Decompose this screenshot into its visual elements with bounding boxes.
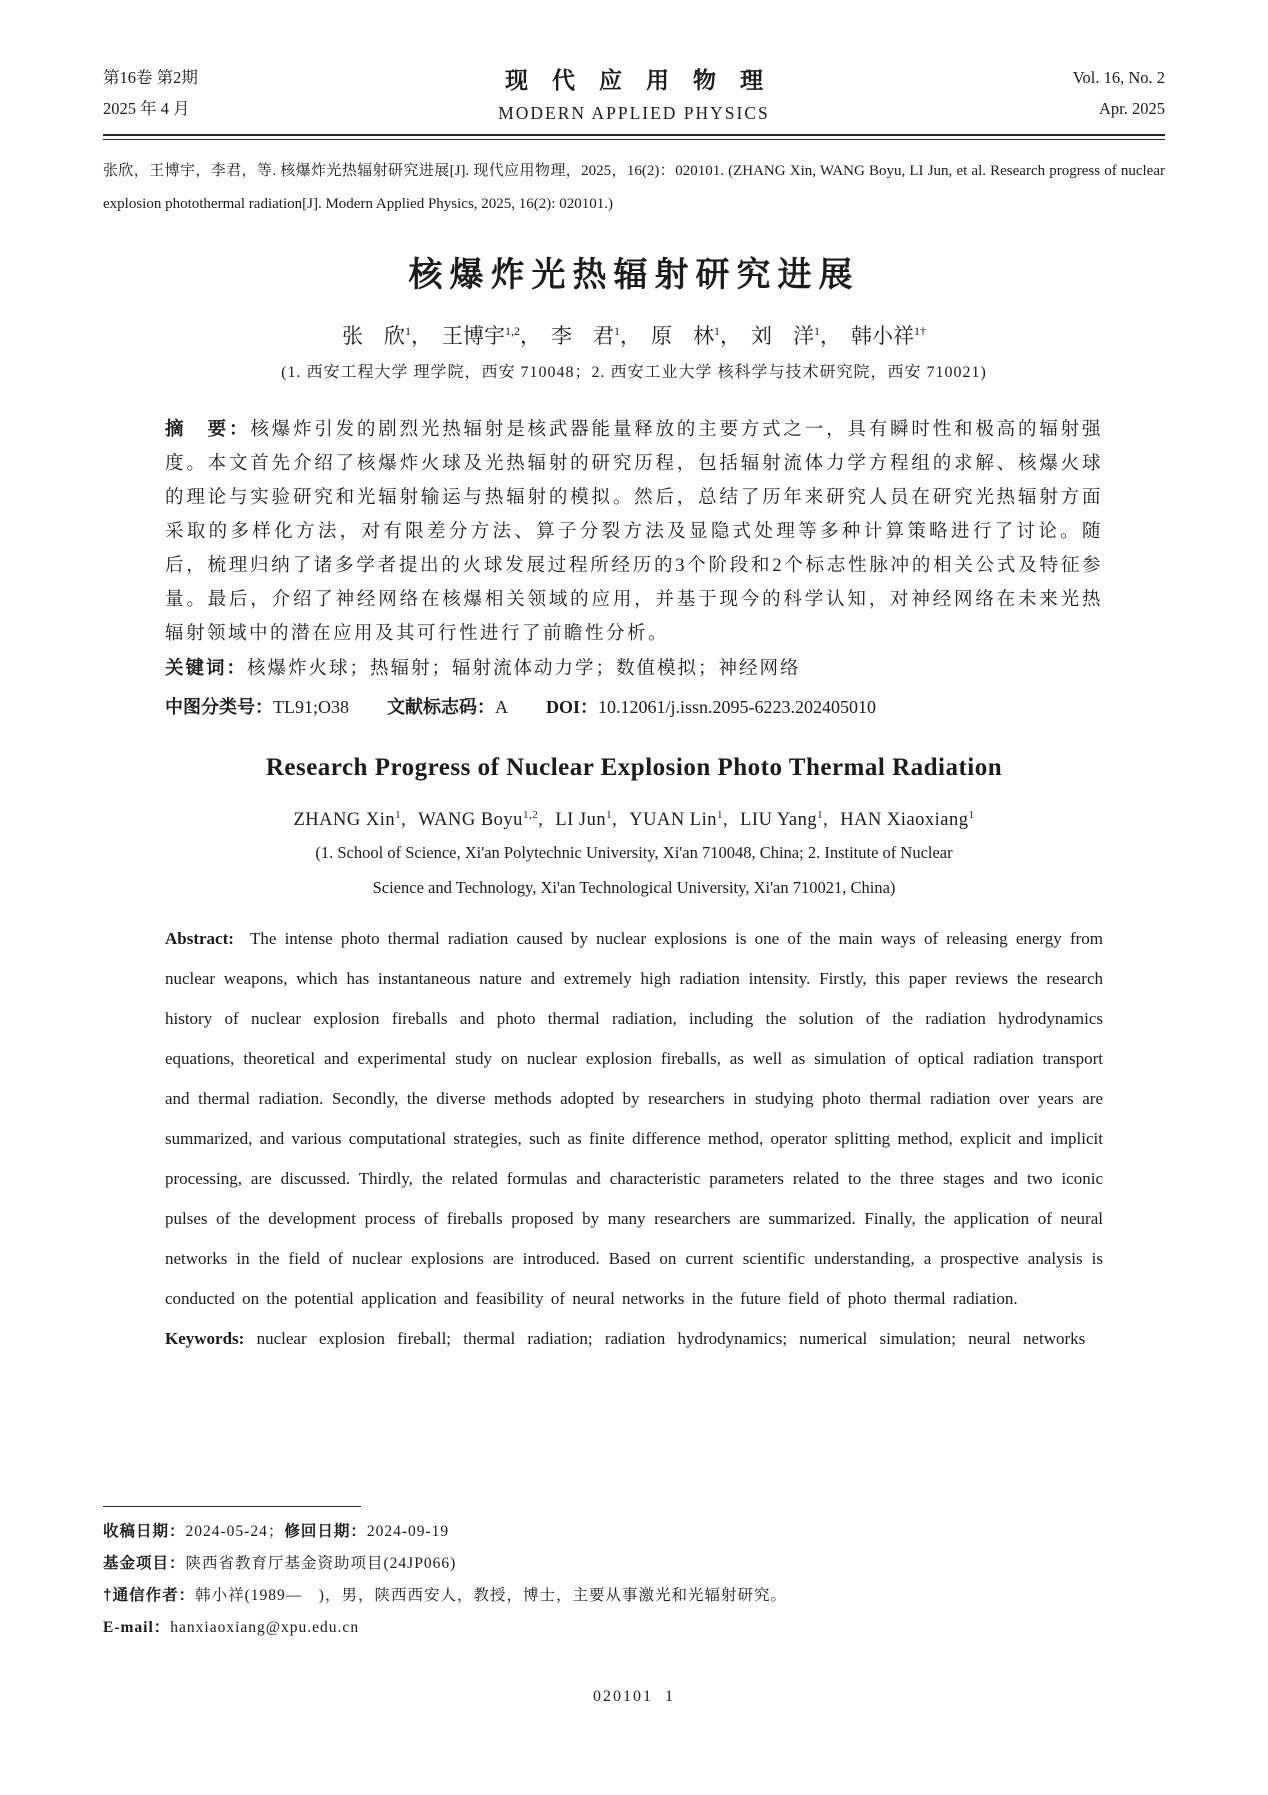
clc-segment (165, 697, 349, 717)
affiliation-en-line1: (1. School of Science, Xi'an Polytechnic University, Xi'an 710048, China; 2. Institute of Nuclear (315, 843, 953, 863)
affiliation-en (103, 835, 1165, 905)
author-separator: , (823, 810, 829, 831)
email-value: hanxiaoxiang@xpu.edu.cn (170, 1619, 360, 1636)
affiliation-cn: (1. 西安工程大学 理学院，西安 710048；2. 西安工业大学 核科学与技术研究院，西安 710021) (281, 364, 987, 381)
front-matter-en (165, 919, 1103, 1359)
author-name: WANG Boyu$^{1,2}$ (418, 809, 539, 831)
authors-cn (103, 320, 1165, 350)
email-line (103, 1612, 1165, 1644)
doc-code-label: 文献标志码： (387, 697, 495, 717)
author-affiliation-mark: 1,2 (522, 809, 539, 821)
email-label: E-mail： (103, 1619, 171, 1636)
doc-code-segment (387, 697, 508, 717)
abstract-text-en: The intense photo thermal radiation caused by nuclear explosions is one of the main ways of releasing energy from nuclear weapons, which has instantaneous nature and extremely high radiation intensity. Firstly, this paper reviews the research history of nuclear explosion fireballs and photo thermal radiation, including the solution of the radiation hydrodynamics equations, theoretical and experimental study on nuclear explosion fireballs, as well as simulation of optical radiation transport and thermal radiation. Secondly, the diverse methods adopted by researchers in studying photo thermal radiation over years are summarized, and various computational strategies, such as finite difference method, operator splitting method, explicit and implicit processing, are discussed. Thirdly, the related formulas and characteristic parameters related to the three stages and two iconic pulses of the development process of fireballs proposed by many researchers are summarized. Finally, the application of neural networks in the field of nuclear explosions are introduced. Based on current scientific understanding, a prospective analysis is conducted on the potential application and feasibility of neural networks in the future field of photo thermal radiation. (165, 929, 1103, 1309)
doc-code-value: A (495, 697, 508, 717)
corresponding-author-line (103, 1580, 1165, 1612)
author-name: LIU Yang$^1$ (740, 809, 824, 831)
abstract-label-en: Abstract: (165, 929, 234, 949)
issue-date-cn: 2025 年 4 月 (103, 99, 190, 118)
author-name: HAN Xiaoxiang$^1$ (840, 809, 975, 831)
revised-label: 修回日期： (284, 1523, 367, 1540)
author-name: YUAN Lin$^1$ (629, 809, 723, 831)
journal-title-en: MODERN APPLIED PHYSICS (498, 103, 770, 123)
article-title-en: Research Progress of Nuclear Explosion Photo Thermal Radiation (265, 754, 1003, 781)
doi-segment (546, 697, 876, 717)
author-affiliation-mark: 1 (614, 324, 620, 338)
fund-value: 陕西省教育厅基金资助项目(24JP066) (185, 1555, 457, 1572)
doi-label: DOI： (546, 697, 599, 717)
header-volume-issue (103, 62, 498, 124)
issue-date-en: Apr. 2025 (1099, 99, 1165, 118)
keywords-text-cn: 核爆炸火球；热辐射；辐射流体动力学；数值模拟；神经网络 (247, 659, 801, 679)
author-name: 原 林$^1$ (651, 324, 720, 348)
volume-issue-cn: 第16卷 第2期 (103, 68, 198, 87)
clc-label: 中图分类号： (165, 697, 273, 717)
author-name: ZHANG Xin$^1$ (293, 809, 402, 831)
fund-label: 基金项目： (103, 1555, 186, 1572)
author-separator: ， (720, 324, 741, 348)
corresponding-value: 韩小祥(1989— )，男，陕西西安人，教授，博士，主要从事激光和光辐射研究。 (195, 1587, 787, 1604)
header-divider (103, 134, 1165, 140)
footnote-divider (103, 1506, 361, 1507)
received-label: 收稿日期： (103, 1523, 186, 1540)
keywords-label-cn: 关键词： (165, 657, 248, 678)
footnote-block (103, 1506, 1165, 1644)
author-affiliation-mark: 1† (914, 324, 926, 338)
author-affiliation-mark: 1 (714, 324, 720, 338)
author-separator: ， (411, 324, 432, 348)
abstract-text-cn: 核爆炸引发的剧烈光热辐射是核武器能量释放的主要方式之一，具有瞬时性和极高的辐射强度。本文首先介绍了核爆炸火球及光热辐射的研究历程，包括辐射流体力学方程组的求解、核爆火球的理论与实验研究和光辐射输运与热辐射的模拟。然后，总结了历年来研究人员在研究光热辐射方面采取的多样化方法，对有限差分方法、算子分裂方法及显隐式处理等多种计算策略进行了讨论。随后，梳理归纳了诸多学者提出的火球发展过程所经历的3个阶段和2个标志性脉冲的相关公式及特征参量。最后，介绍了神经网络在核爆相关领域的应用，并基于现今的科学认知，对神经网络在未来光热辐射领域中的潜在应用及其可行性进行了前瞻性分析。 (165, 420, 1103, 644)
keywords-text-en: nuclear explosion fireball; thermal radiation; radiation hydrodynamics; numerical simulation; neural networks (256, 1329, 1086, 1349)
journal-header (103, 62, 1165, 124)
author-affiliation-mark: 1 (717, 809, 723, 821)
abstract-en (165, 919, 1103, 1319)
author-affiliation-mark: 1 (814, 324, 820, 338)
author-separator: , (401, 810, 407, 831)
received-revised-line (103, 1516, 1165, 1548)
volume-issue-en: Vol. 16, No. 2 (1072, 68, 1165, 87)
author-separator: , (612, 810, 618, 831)
keywords-en (165, 1319, 1103, 1359)
corresponding-label: †通信作者： (103, 1587, 196, 1604)
author-name: LI Jun$^1$ (555, 809, 613, 831)
authors-en (103, 809, 1165, 831)
author-name: 王博宇$^{1,2}$ (442, 324, 520, 348)
keywords-label-en: Keywords: (165, 1329, 245, 1349)
author-affiliation-mark: 1 (405, 324, 411, 338)
fund-line (103, 1548, 1165, 1580)
author-name: 刘 洋$^1$ (751, 324, 820, 348)
author-separator: , (723, 810, 729, 831)
clc-value: TL91;O38 (273, 697, 349, 717)
article-title-cn: 核爆炸光热辐射研究进展 (408, 256, 860, 294)
author-affiliation-mark: 1 (817, 809, 824, 821)
revised-value: 2024-09-19 (366, 1523, 450, 1540)
front-matter-cn (165, 412, 1103, 724)
received-value: 2024-05-24； (185, 1523, 285, 1540)
author-name: 李 君$^1$ (551, 324, 620, 348)
affiliation-en-line2: Science and Technology, Xi'an Technological University, Xi'an 710021, China) (372, 878, 896, 898)
page-number: 020101 1 (593, 1688, 675, 1705)
journal-title-cn: 现代应用物理 (504, 68, 787, 93)
citation-text: 张欣，王博宇，李君，等. 核爆炸光热辐射研究进展[J]. 现代应用物理，2025，16(2)：020101. (ZHANG Xin, WANG Boyu, LI Jun, et al. Research progress of nuclear explosion photothermal radiation[J]. Modern Applied Physics, 2025, 16(2): 020101.) (103, 163, 1165, 212)
author-affiliation-mark: 1 (395, 809, 402, 821)
doi-value: 10.12061/j.issn.2095-6223.202405010 (598, 697, 877, 717)
header-volume-info-en (770, 62, 1165, 124)
author-affiliation-mark: 1,2 (505, 324, 520, 338)
author-separator: ， (620, 324, 641, 348)
abstract-label-cn: 摘 要： (165, 418, 251, 439)
author-separator: ， (820, 324, 841, 348)
clc-doi-line (165, 690, 1103, 724)
author-name: 韩小祥$^{1\dagger}$ (851, 324, 926, 348)
abstract-cn (165, 412, 1103, 651)
citation-block (103, 155, 1165, 221)
author-separator: ， (520, 324, 541, 348)
author-affiliation-mark: 1 (968, 809, 975, 821)
journal-title-block (498, 62, 787, 124)
author-separator: , (538, 810, 544, 831)
author-name: 张 欣$^1$ (342, 324, 411, 348)
keywords-cn (165, 651, 1103, 686)
author-affiliation-mark: 1 (606, 809, 613, 821)
